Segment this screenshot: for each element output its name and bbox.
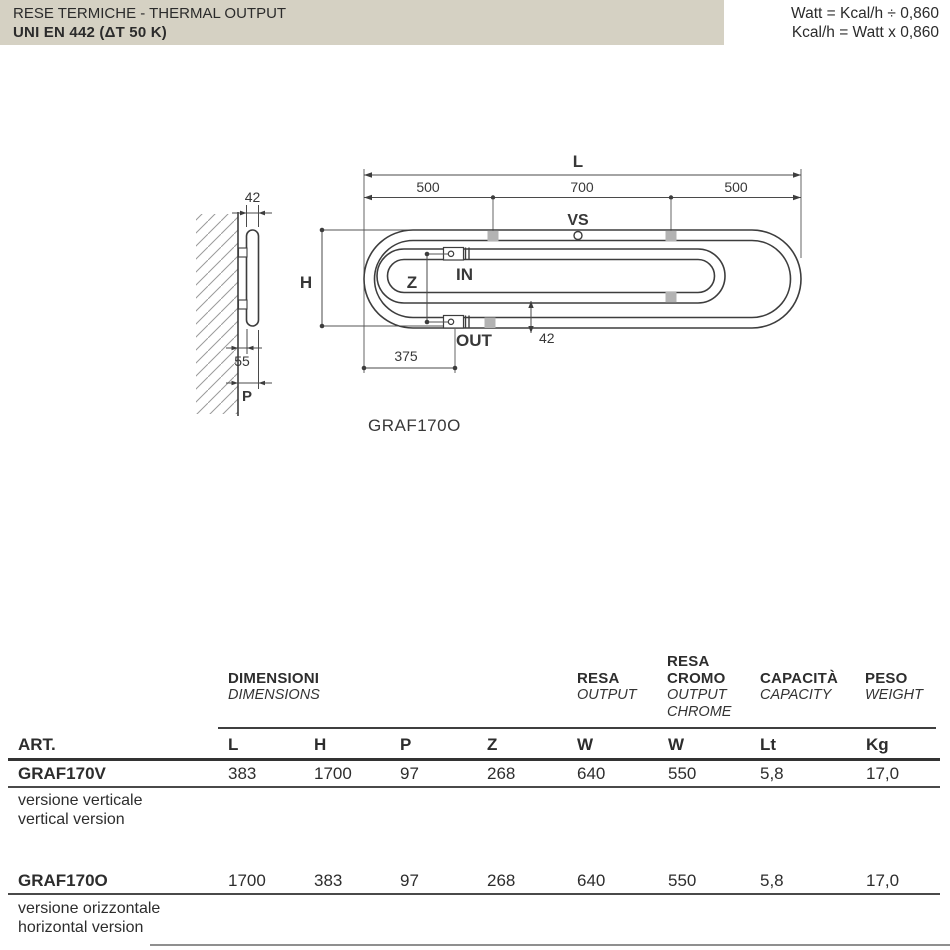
column-p: P: [400, 735, 412, 754]
out-label: OUT: [456, 331, 492, 350]
wall-bracket: [239, 300, 248, 309]
group-resa-cromo-en1: OUTPUT: [667, 687, 727, 703]
dim-l-label: L: [572, 152, 584, 171]
group-resa-cromo-it1: RESA: [667, 653, 710, 670]
drawing-caption: GRAF170O: [368, 416, 461, 435]
group-resa-it: RESA: [577, 670, 620, 687]
dim-dot: [320, 324, 325, 329]
row2-weight: 17,0: [866, 871, 900, 890]
group-peso: [865, 670, 923, 704]
dim-375-label: 375: [394, 348, 418, 364]
column-w-chrome: W: [668, 735, 685, 754]
row1-capacity: 5,8: [760, 764, 784, 783]
vs-label: VS: [567, 212, 589, 229]
mount-bracket: [666, 292, 677, 303]
group-capacita-it: CAPACITÀ: [760, 670, 838, 687]
column-lt: Lt: [760, 735, 777, 754]
arrowhead: [528, 326, 533, 333]
group-resa-en: OUTPUT: [577, 687, 637, 703]
arrowhead: [364, 172, 372, 177]
column-z: Z: [487, 735, 498, 754]
air-vent-circle: [574, 232, 582, 240]
group-dimensioni-en: DIMENSIONS: [228, 687, 320, 703]
row2-z: 268: [487, 871, 516, 890]
dim-h-label: H: [299, 273, 313, 292]
dim-dot: [320, 228, 325, 233]
row2-output-chrome: 550: [668, 871, 697, 890]
rule-below-row2: [8, 893, 940, 895]
arrowhead: [528, 301, 533, 308]
row2-p: 97: [400, 871, 419, 890]
in-fitting-hole: [448, 251, 453, 256]
row2-note-en: horizontal version: [18, 918, 144, 936]
band-titles: [13, 4, 286, 42]
row1-note: [18, 792, 143, 829]
row2-note-it: versione orizzontale: [18, 900, 161, 917]
dim-dot: [425, 252, 430, 257]
group-capacita-en: CAPACITY: [760, 687, 832, 703]
band-title-norm: UNI EN 442 (ΔT 50 K): [13, 24, 167, 41]
group-resa-cromo: [667, 653, 731, 721]
band-formulas: [791, 4, 939, 42]
group-resa-cromo-it2: CROMO: [667, 670, 726, 687]
row1-output: 640: [577, 764, 606, 783]
row1-z: 268: [487, 764, 516, 783]
dim-dot: [425, 320, 430, 325]
group-resa: [577, 670, 637, 704]
row1-note-en: vertical version: [18, 810, 125, 828]
row2-note: [18, 900, 160, 937]
row2-output: 640: [577, 871, 606, 890]
formula-watt: Watt = Kcal/h ÷ 0,860: [791, 5, 939, 22]
column-l: L: [228, 735, 239, 754]
dim-500-left-label: 500: [416, 179, 440, 195]
row2-capacity: 5,8: [760, 871, 784, 890]
extension-lines: [322, 169, 801, 373]
mount-bracket: [485, 318, 496, 329]
mount-bracket: [666, 231, 677, 242]
row2-l: 1700: [228, 871, 266, 890]
arrowhead: [240, 211, 247, 216]
row2-art: GRAF170O: [18, 871, 108, 890]
rule-below-row1: [8, 786, 940, 788]
row1-h: 1700: [314, 764, 352, 783]
dim-z-label: Z: [406, 273, 418, 292]
in-label: IN: [456, 265, 473, 284]
rule-below-columns: [8, 758, 940, 761]
dim-dot: [453, 366, 458, 371]
row1-note-it: versione verticale: [18, 792, 143, 809]
row1-output-chrome: 550: [668, 764, 697, 783]
group-dimensioni: [228, 670, 320, 704]
rule-bottom-partial: [150, 944, 950, 946]
formula-kcal: Kcal/h = Watt x 0,860: [791, 24, 939, 41]
out-fitting-hole: [448, 319, 453, 324]
row1-weight: 17,0: [866, 764, 900, 783]
row1-p: 97: [400, 764, 419, 783]
row2-h: 383: [314, 871, 343, 890]
arrowhead: [259, 211, 266, 216]
outer-tube-loop: [364, 230, 801, 328]
dim-dot: [669, 195, 673, 199]
side-dim-42-label: 42: [244, 189, 261, 205]
arrowhead: [247, 346, 254, 351]
arrowhead: [793, 195, 801, 200]
dim-42-label: 42: [539, 330, 555, 346]
column-h: H: [314, 735, 327, 754]
arrowhead: [364, 195, 372, 200]
rule-above-columns: [218, 727, 936, 729]
arrowhead: [793, 172, 801, 177]
front-view: [300, 152, 801, 435]
column-art: ART.: [18, 735, 56, 754]
column-kg: Kg: [866, 735, 889, 754]
wall-bracket: [239, 248, 248, 257]
side-view: [196, 189, 272, 416]
row1-art: GRAF170V: [18, 764, 106, 783]
tube-profile: [247, 230, 259, 326]
group-resa-cromo-en2: CHROME: [667, 704, 732, 720]
side-dim-p-label: P: [241, 388, 253, 405]
dim-500-right-label: 500: [724, 179, 748, 195]
arrowhead: [259, 381, 266, 386]
band-title-it: RESE TERMICHE - THERMAL OUTPUT: [13, 5, 287, 22]
group-dimensioni-it: DIMENSIONI: [228, 670, 320, 687]
group-peso-en: WEIGHT: [865, 687, 923, 703]
dim-dot: [362, 366, 367, 371]
mount-bracket: [488, 231, 499, 242]
side-dim-55-label: 55: [234, 353, 250, 369]
dim-700-label: 700: [570, 179, 594, 195]
group-peso-it: PESO: [865, 670, 908, 687]
column-w-output: W: [577, 735, 594, 754]
dim-dot: [491, 195, 495, 199]
row1-l: 383: [228, 764, 257, 783]
group-capacita: [760, 670, 838, 704]
